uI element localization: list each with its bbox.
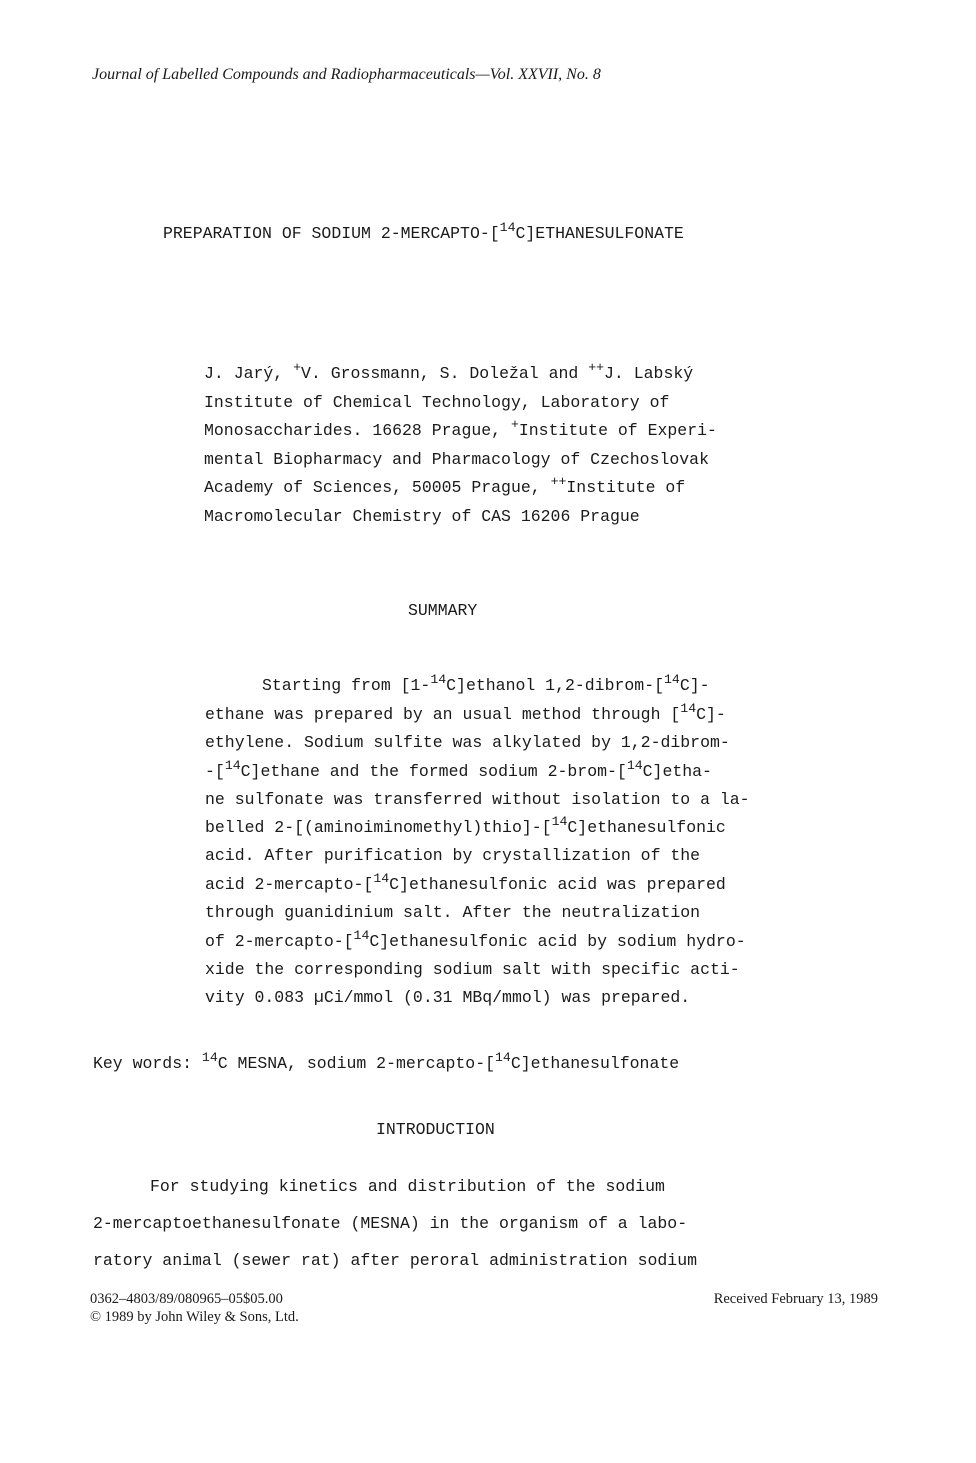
- affiliation-line: Monosaccharides. 16628 Prague, +Institute of Experi-: [204, 416, 717, 440]
- summary-line: xide the corresponding sodium salt with specific acti-: [205, 960, 740, 979]
- summary-line: vity 0.083 µCi/mmol (0.31 MBq/mmol) was prepared.: [205, 988, 691, 1007]
- summary-line: through guanidinium salt. After the neutralization: [205, 903, 701, 922]
- article-title: PREPARATION OF SODIUM 2-MERCAPTO-[$^{14}$C]ETHANESULFONATE: [163, 219, 684, 243]
- summary-heading: SUMMARY: [408, 601, 478, 620]
- summary-line: ethane was prepared by an usual method through [$^{14}$C]-: [205, 700, 726, 724]
- introduction-heading: INTRODUCTION: [376, 1120, 495, 1139]
- affiliation-line: Institute of Chemical Technology, Laboratory of: [204, 393, 670, 412]
- summary-line: Starting from [1-$^{14}$C]ethanol 1,2-dibrom-[$^{14}$C]-: [262, 671, 710, 695]
- copyright-notice: © 1989 by John Wiley & Sons, Ltd.: [90, 1309, 299, 1325]
- summary-line: -[$^{14}$C]ethane and the formed sodium 2-brom-[$^{14}$C]etha-: [205, 757, 712, 781]
- summary-line: ne sulfonate was transferred without isolation to a la-: [205, 790, 750, 809]
- introduction-line: For studying kinetics and distribution of the sodium: [150, 1177, 665, 1196]
- summary-line: acid 2-mercapto-[$^{14}$C]ethanesulfonic acid was prepared: [205, 870, 726, 894]
- introduction-line: 2-mercaptoethanesulfonate (MESNA) in the organism of a labo-: [93, 1214, 688, 1233]
- keywords-line: Key words: $^{14}$C MESNA, sodium 2-mercapto-[$^{14}$C]ethanesulfonate: [93, 1049, 680, 1073]
- summary-line: belled 2-[(aminoiminomethyl)thio]-[$^{14}$C]ethanesulfonic: [205, 813, 726, 837]
- article-code: 0362–4803/89/080965–05$05.00: [90, 1291, 283, 1307]
- affiliation-line: mental Biopharmacy and Pharmacology of Czechoslovak: [204, 450, 709, 469]
- summary-line: acid. After purification by crystallization of the: [205, 846, 701, 865]
- summary-line: ethylene. Sodium sulfite was alkylated by 1,2-dibrom-: [205, 733, 730, 752]
- introduction-line: ratory animal (sewer rat) after peroral administration sodium: [93, 1251, 697, 1270]
- journal-header: Journal of Labelled Compounds and Radiopharmaceuticals—Vol. XXVII, No. 8: [92, 66, 601, 83]
- affiliation-line: Academy of Sciences, 50005 Prague, ++Institute of: [204, 473, 686, 497]
- received-date: Received February 13, 1989: [713, 1291, 878, 1307]
- summary-line: of 2-mercapto-[$^{14}$C]ethanesulfonic acid by sodium hydro-: [205, 927, 746, 951]
- affiliation-line: Macromolecular Chemistry of CAS 16206 Prague: [204, 507, 640, 526]
- author-list: J. Jarý, +V. Grossmann, S. Doležal and ++J. Labský: [204, 359, 694, 383]
